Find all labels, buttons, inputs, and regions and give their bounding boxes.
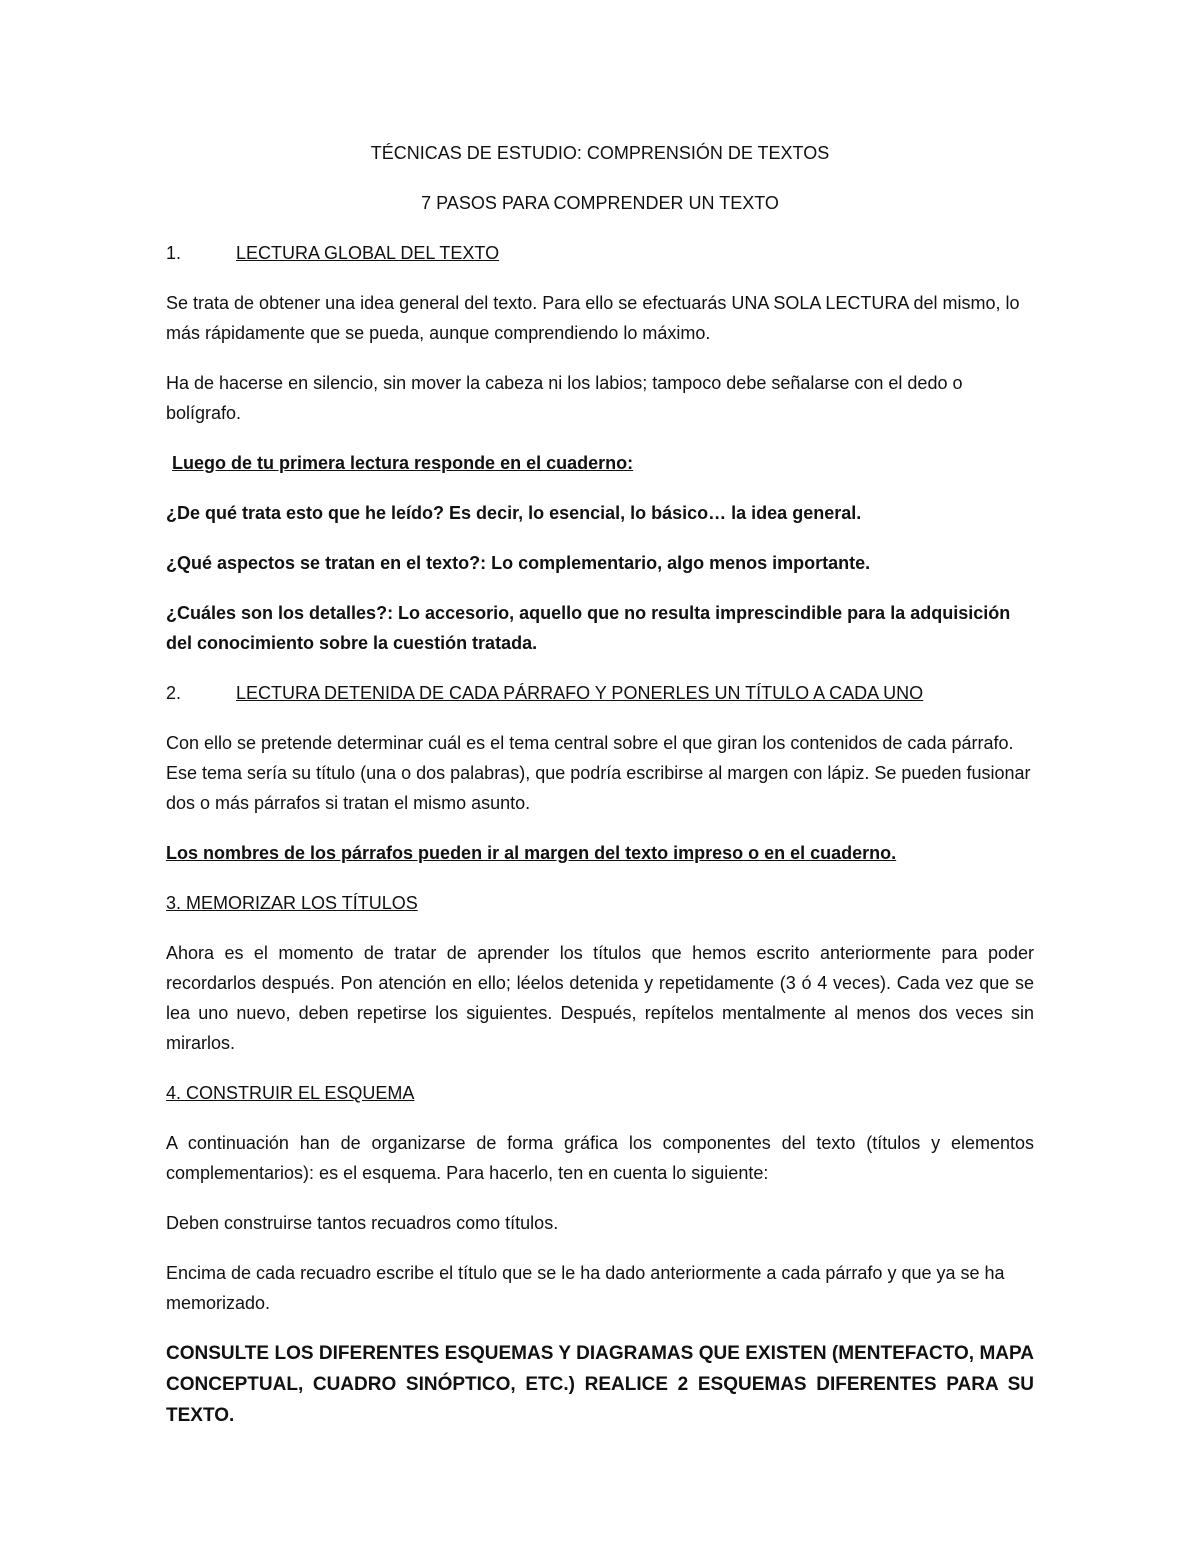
document-title: TÉCNICAS DE ESTUDIO: COMPRENSIÓN DE TEXTOS — [370, 143, 830, 163]
step1-question1: ¿De qué trata esto que he leído? Es decir, lo esencial, lo básico… la idea general. — [166, 503, 862, 523]
step1-heading-text: LECTURA GLOBAL DEL TEXTO — [236, 243, 500, 263]
step2-note: Los nombres de los párrafos pueden ir al margen del texto impreso o en el cuaderno. — [166, 843, 897, 863]
step4-paragraph1: A continuación han de organizarse de forma gráfica los componentes del texto (títulos y elementos complementarios): es el esquema. Para hacerlo, ten en cuenta lo siguiente: — [166, 1133, 1034, 1183]
step1-prompt: Luego de tu primera lectura responde en el cuaderno: — [172, 453, 634, 473]
document-subtitle: 7 PASOS PARA COMPRENDER UN TEXTO — [421, 193, 779, 213]
step1-question2: ¿Qué aspectos se tratan en el texto?: Lo complementario, algo menos importante. — [166, 553, 871, 573]
step1-heading — [166, 238, 1034, 268]
step2-heading-text: LECTURA DETENIDA DE CADA PÁRRAFO Y PONERLES UN TÍTULO A CADA UNO — [236, 683, 924, 703]
step1-question3: ¿Cuáles son los detalles?: Lo accesorio, aquello que no resulta imprescindible para la adquisición del conocimiento sobre la cuestión tratada. — [166, 603, 1011, 653]
step1-number: 1. — [166, 243, 182, 263]
step4-heading: 4. CONSTRUIR EL ESQUEMA — [166, 1083, 415, 1103]
step4-instruction: CONSULTE LOS DIFERENTES ESQUEMAS Y DIAGRAMAS QUE EXISTEN (MENTEFACTO, MAPA CONCEPTUAL, CUADRO SINÓPTICO, ETC.) REALICE 2 ESQUEMAS DIFERENTES PARA SU TEXTO. — [166, 1343, 1034, 1426]
step2-heading — [166, 678, 1034, 708]
step2-paragraph1: Con ello se pretende determinar cuál es el tema central sobre el que giran los contenidos de cada párrafo. Ese tema sería su título (una o dos palabras), que podría escribirse al margen con lápiz. Se pueden fusionar dos o más párrafos si tratan el mismo asunto. — [166, 733, 1031, 813]
step1-paragraph2: Ha de hacerse en silencio, sin mover la cabeza ni los labios; tampoco debe señalarse con el dedo o bolígrafo. — [166, 373, 963, 423]
step3-heading: 3. MEMORIZAR LOS TÍTULOS — [166, 893, 418, 913]
step3-paragraph1: Ahora es el momento de tratar de aprender los títulos que hemos escrito anteriormente para poder recordarlos después. Pon atención en ello; léelos detenida y repetidamente (3 ó 4 veces). Cada vez que se lea uno nuevo, deben repetirse los siguientes. Después, repítelos mentalmente al menos dos veces sin mirarlos. — [166, 943, 1034, 1053]
step4-paragraph3: Encima de cada recuadro escribe el título que se le ha dado anteriormente a cada párrafo y que ya se ha memorizado. — [166, 1263, 1005, 1313]
step1-paragraph1: Se trata de obtener una idea general del texto. Para ello se efectuarás UNA SOLA LECTURA del mismo, lo más rápidamente que se pueda, aunque comprendiendo lo máximo. — [166, 293, 1020, 343]
step2-number: 2. — [166, 683, 182, 703]
step4-paragraph2: Deben construirse tantos recuadros como títulos. — [166, 1213, 559, 1233]
